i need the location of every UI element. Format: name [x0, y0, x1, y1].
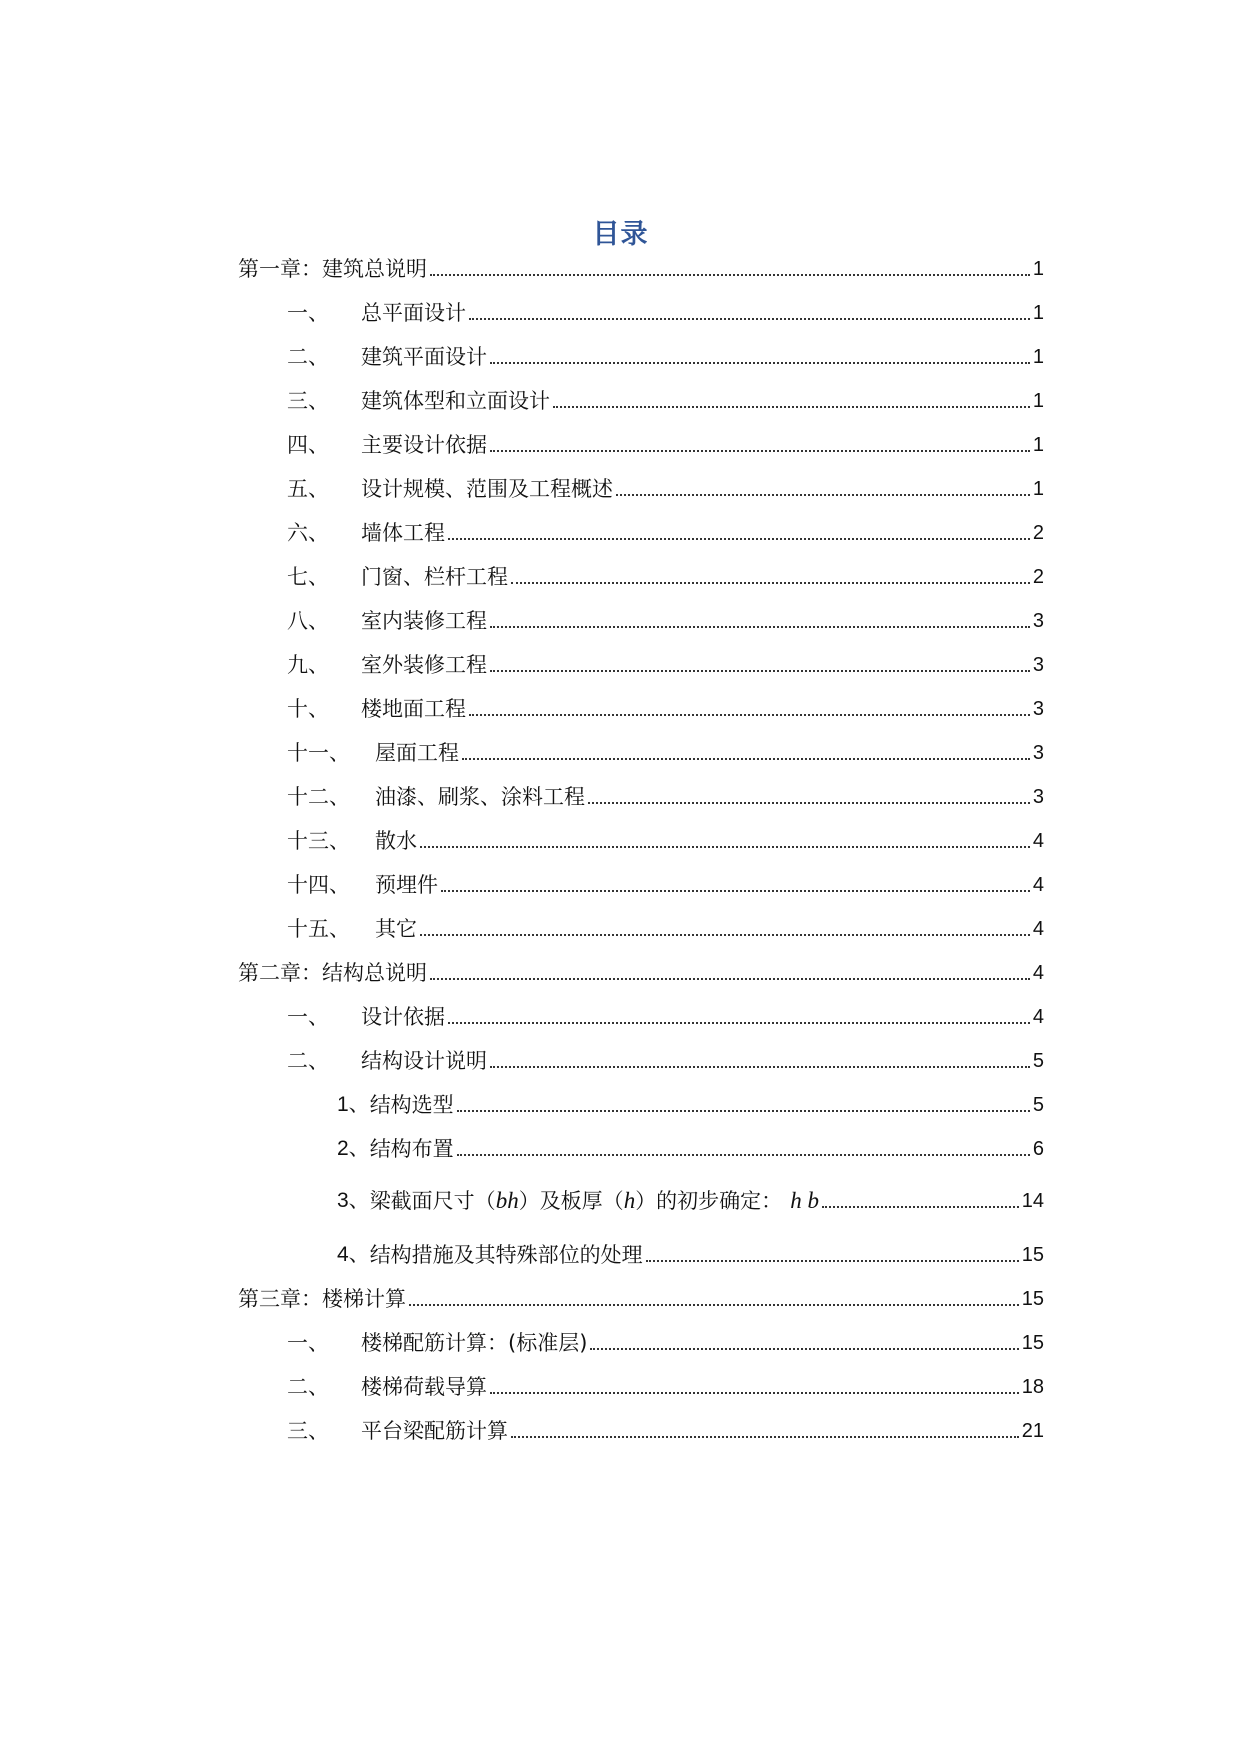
toc-section-3-1[interactable] — [287, 1322, 1044, 1356]
toc-number: 二、 — [287, 1049, 329, 1073]
toc-page-number: 14 — [1021, 1190, 1044, 1212]
toc-number: 三、 — [287, 1419, 329, 1443]
toc-leader — [616, 493, 1030, 496]
toc-number: 二、 — [287, 345, 329, 369]
toc-leader — [469, 317, 1030, 320]
toc-number: 第一章： — [238, 257, 322, 281]
toc-number: 十三、 — [287, 829, 350, 853]
toc-number: 四、 — [287, 433, 329, 457]
toc-section-2-2[interactable] — [287, 1040, 1044, 1074]
toc-page-number: 18 — [1021, 1376, 1044, 1398]
toc-leader — [490, 625, 1030, 628]
toc-section-2-1[interactable] — [287, 996, 1044, 1030]
toc-page-number: 15 — [1021, 1288, 1044, 1310]
toc-section-1-6[interactable] — [287, 512, 1044, 546]
toc-label: 结构选型 — [369, 1093, 454, 1117]
toc-number: 4、 — [337, 1243, 370, 1266]
toc-page-number: 1 — [1032, 478, 1044, 500]
toc-section-1-9[interactable] — [287, 644, 1044, 678]
toc-number: 十、 — [287, 697, 329, 721]
toc-number: 十四、 — [287, 873, 350, 897]
toc-leader — [490, 1065, 1030, 1068]
toc-subsection-2-2-3[interactable] — [337, 1180, 1044, 1214]
toc-leader — [448, 1021, 1030, 1024]
toc-page-number: 3 — [1032, 654, 1044, 676]
toc-page-number: 4 — [1032, 874, 1044, 896]
toc-label: 结构措施及其特殊部位的处理 — [369, 1243, 643, 1267]
toc-label: 建筑平面设计 — [361, 345, 487, 369]
toc-section-1-7[interactable] — [287, 556, 1044, 590]
toc-chapter-1[interactable] — [238, 248, 1044, 282]
toc-label: 设计依据 — [361, 1005, 445, 1029]
toc-page-number: 4 — [1032, 918, 1044, 940]
toc-number: 六、 — [287, 521, 329, 545]
toc-label: 室内装修工程 — [361, 609, 487, 633]
toc-number: 三、 — [287, 389, 329, 413]
toc-section-1-4[interactable] — [287, 424, 1044, 458]
toc-leader — [469, 713, 1030, 716]
toc-leader — [553, 405, 1030, 408]
toc-leader — [511, 581, 1030, 584]
toc-leader — [822, 1205, 1019, 1208]
toc-label: 建筑总说明 — [322, 257, 427, 281]
toc-section-1-13[interactable] — [287, 820, 1044, 854]
toc-page-number: 5 — [1032, 1050, 1044, 1072]
toc-page-number: 2 — [1032, 566, 1044, 588]
toc-page-number: 1 — [1032, 258, 1044, 280]
toc-number: 一、 — [287, 301, 329, 325]
toc-leader — [430, 273, 1030, 276]
toc-section-1-10[interactable] — [287, 688, 1044, 722]
toc-section-1-8[interactable] — [287, 600, 1044, 634]
toc-leader — [457, 1153, 1030, 1156]
toc-leader — [490, 1391, 1019, 1394]
toc-label: 建筑体型和立面设计 — [361, 389, 550, 413]
toc-leader — [490, 449, 1030, 452]
toc-section-3-2[interactable] — [287, 1366, 1044, 1400]
toc-page-number: 15 — [1021, 1244, 1044, 1266]
toc-page-number: 1 — [1032, 434, 1044, 456]
toc-chapter-3[interactable] — [238, 1278, 1044, 1312]
toc-page-number: 4 — [1032, 830, 1044, 852]
toc-label: 结构总说明 — [322, 961, 427, 985]
toc-leader — [430, 977, 1030, 980]
toc-section-1-11[interactable] — [287, 732, 1044, 766]
toc-section-1-3[interactable] — [287, 380, 1044, 414]
toc-number: 2、 — [337, 1137, 370, 1160]
toc-label: 其它 — [375, 917, 417, 941]
toc-page-number: 3 — [1032, 698, 1044, 720]
toc-leader — [448, 537, 1030, 540]
toc-number: 八、 — [287, 609, 329, 633]
toc-label: 门窗、栏杆工程 — [361, 565, 508, 589]
toc-number: 十五、 — [287, 917, 350, 941]
math-symbol-hb: h b — [790, 1188, 819, 1213]
toc-number: 一、 — [287, 1005, 329, 1029]
math-symbol-bh: bh — [495, 1188, 519, 1213]
toc-leader — [490, 669, 1030, 672]
toc-section-1-5[interactable] — [287, 468, 1044, 502]
toc-leader — [588, 801, 1030, 804]
toc-leader — [646, 1259, 1019, 1262]
toc-label: 墙体工程 — [361, 521, 445, 545]
toc-subsection-2-2-1[interactable] — [337, 1084, 1044, 1118]
toc-page-number: 1 — [1032, 390, 1044, 412]
toc-label: 楼地面工程 — [361, 697, 466, 721]
toc-label: 总平面设计 — [361, 301, 466, 325]
toc-number: 十一、 — [287, 741, 350, 765]
toc-page-number: 4 — [1032, 962, 1044, 984]
toc-label: 设计规模、范围及工程概述 — [361, 477, 613, 501]
toc-number: 五、 — [287, 477, 329, 501]
toc-page-number: 3 — [1032, 610, 1044, 632]
toc-label: 楼梯配筋计算：(标准层) — [361, 1331, 588, 1355]
toc-subsection-2-2-2[interactable] — [337, 1128, 1044, 1162]
page-title: 目录 — [592, 219, 649, 250]
toc-label-text: 梁截面尺寸（ — [369, 1189, 496, 1213]
toc-page-number: 1 — [1032, 346, 1044, 368]
toc-page-number: 3 — [1032, 742, 1044, 764]
toc-label: 平台梁配筋计算 — [361, 1419, 508, 1443]
toc-section-1-14[interactable] — [287, 864, 1044, 898]
toc-label: 楼梯计算 — [322, 1287, 406, 1311]
toc-section-1-1[interactable] — [287, 292, 1044, 326]
toc-number: 一、 — [287, 1331, 329, 1355]
toc-leader — [457, 1109, 1030, 1112]
toc-number: 3、 — [337, 1189, 370, 1212]
toc-leader — [409, 1303, 1019, 1306]
toc-page-number: 21 — [1021, 1420, 1044, 1442]
toc-page-number: 6 — [1032, 1138, 1044, 1160]
toc-leader — [590, 1347, 1018, 1350]
math-symbol-h: h — [623, 1188, 636, 1213]
toc-page-number: 4 — [1032, 1006, 1044, 1028]
toc-label — [370, 1188, 819, 1214]
toc-label: 楼梯荷载导算 — [361, 1375, 487, 1399]
toc-page-number: 5 — [1032, 1094, 1044, 1116]
toc-number: 九、 — [287, 653, 329, 677]
toc-number: 第二章： — [238, 961, 322, 985]
toc-leader — [462, 757, 1030, 760]
toc-label: 散水 — [375, 829, 417, 853]
toc-label-text: ）的初步确定： — [635, 1189, 783, 1213]
toc-section-1-12[interactable] — [287, 776, 1044, 810]
toc-number: 十二、 — [287, 785, 350, 809]
toc-label: 屋面工程 — [375, 741, 459, 765]
toc-leader — [420, 845, 1030, 848]
toc-page-number: 1 — [1032, 302, 1044, 324]
toc-page-number: 15 — [1021, 1332, 1044, 1354]
toc-number: 七、 — [287, 565, 329, 589]
toc-number: 二、 — [287, 1375, 329, 1399]
toc-label: 结构设计说明 — [361, 1049, 487, 1073]
toc-number: 第三章： — [238, 1287, 322, 1311]
toc-leader — [441, 889, 1030, 892]
toc-section-1-2[interactable] — [287, 336, 1044, 370]
toc-subsection-2-2-4[interactable] — [337, 1234, 1044, 1268]
toc-page-number: 2 — [1032, 522, 1044, 544]
toc-chapter-2[interactable] — [238, 952, 1044, 986]
toc-leader — [420, 933, 1030, 936]
toc-label: 主要设计依据 — [361, 433, 487, 457]
toc-leader — [490, 361, 1030, 364]
toc-label: 结构布置 — [369, 1137, 454, 1161]
toc-label: 预埋件 — [375, 873, 438, 897]
toc-section-3-3[interactable] — [287, 1410, 1044, 1444]
toc-label: 油漆、刷浆、涂料工程 — [375, 785, 585, 809]
toc-leader — [511, 1435, 1019, 1438]
toc-label-text: ）及板厚（ — [518, 1189, 624, 1213]
toc-number: 1、 — [337, 1093, 370, 1116]
toc-page-number: 3 — [1032, 786, 1044, 808]
toc-section-1-15[interactable] — [287, 908, 1044, 942]
toc-label: 室外装修工程 — [361, 653, 487, 677]
